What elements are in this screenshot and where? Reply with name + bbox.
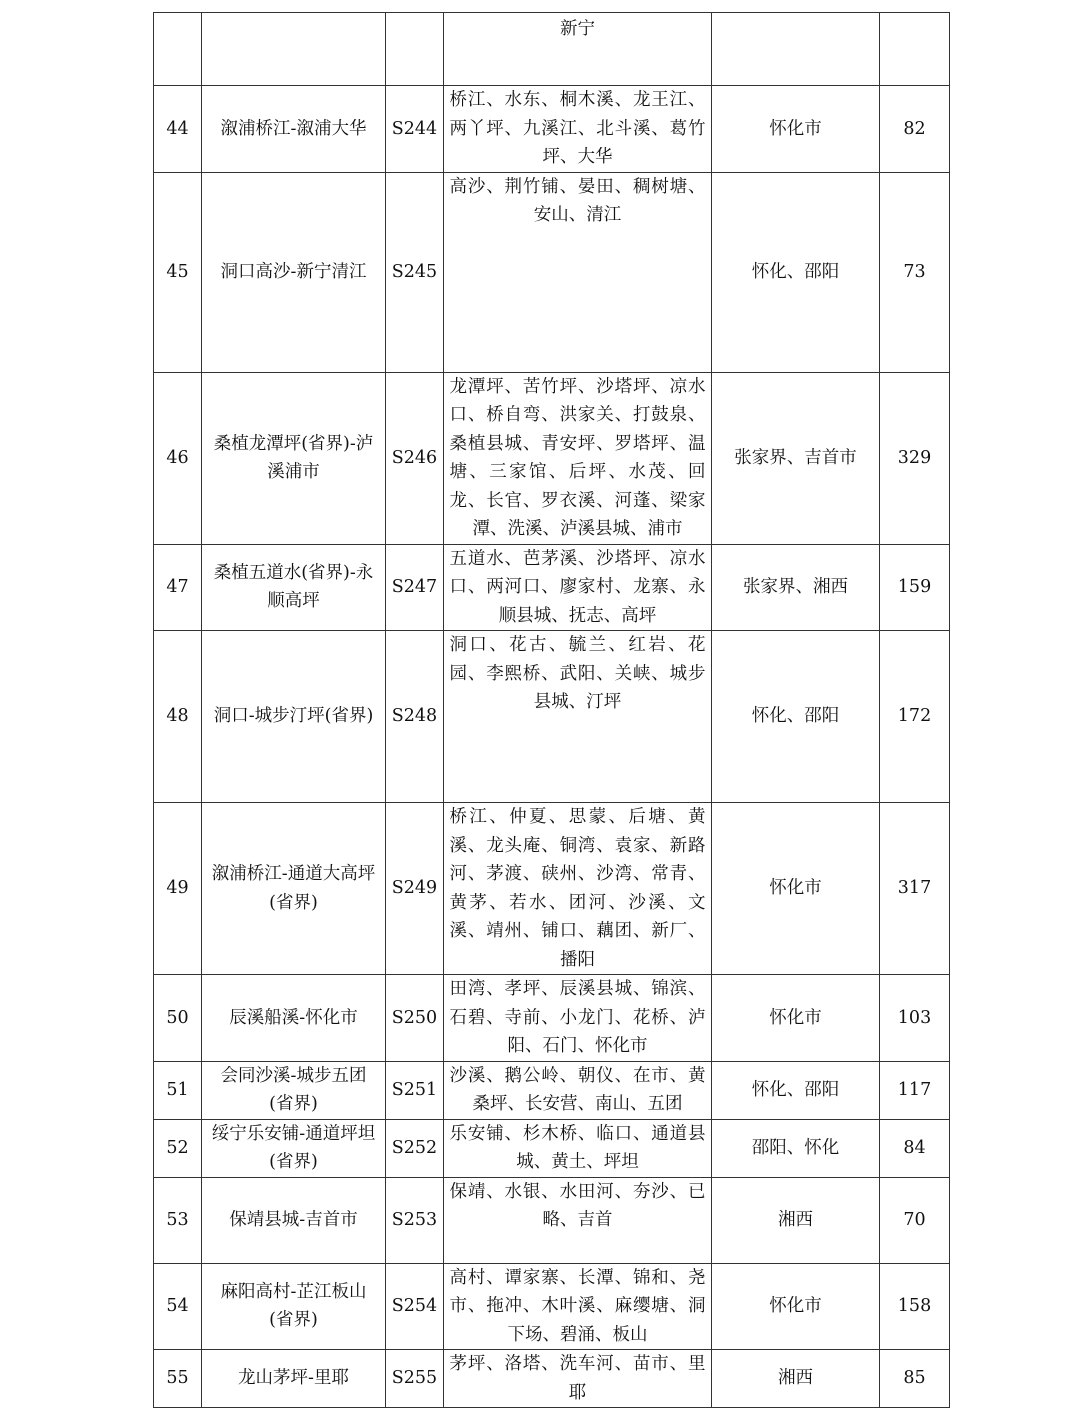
cell-region	[712, 372, 880, 544]
cell-via-text: 龙潭坪、苦竹坪、沙塔坪、凉水口、桥自弯、洪家关、打鼓泉、桑植县城、青安坪、罗塔坪、温塘、三家馆、后坪、水茂、回龙、长官、罗衣溪、河蓬、梁家潭、洗溪、泸溪县城、浦市	[449, 376, 706, 539]
cell-length	[880, 1263, 950, 1350]
cell-length-text: 82	[903, 118, 926, 139]
cell-code	[386, 1119, 444, 1177]
cell-length-text: 70	[903, 1209, 926, 1230]
cell-code-text: S250	[391, 1007, 438, 1028]
cell-via	[444, 372, 712, 544]
cell-no-text: 49	[166, 878, 189, 899]
cell-route	[202, 1177, 386, 1263]
cell-length-text: 73	[903, 261, 926, 282]
cell-region-text: 怀化、邵阳	[751, 261, 840, 282]
cell-route	[202, 803, 386, 975]
cell-code	[386, 86, 444, 173]
cell-length-text: 159	[897, 577, 932, 597]
cell-code	[386, 1263, 444, 1350]
cell-code-text: S249	[391, 878, 438, 899]
cell-region-text: 张家界、吉首市	[734, 447, 857, 468]
cell-route	[202, 1119, 386, 1177]
cell-no-text: 47	[166, 577, 189, 597]
cell-route-text: 会同沙溪-城步五团(省界)	[220, 1065, 367, 1114]
table-row-continuation	[154, 13, 950, 86]
cell-no-text: 52	[166, 1137, 189, 1158]
cell-region-text: 张家界、湘西	[743, 577, 848, 597]
cell-via	[444, 631, 712, 803]
cell-no-text: 51	[166, 1079, 189, 1100]
cell-length-text: 117	[897, 1079, 932, 1100]
cell-code-text: S251	[391, 1079, 438, 1100]
cell-code-text: S253	[391, 1209, 438, 1230]
cell-route-text: 洞口-城步汀坪(省界)	[213, 706, 374, 727]
cell-region-text: 湘西	[778, 1368, 813, 1389]
cell-code-text: S252	[391, 1137, 438, 1158]
cell-region	[712, 803, 880, 975]
cell-code	[386, 975, 444, 1062]
cell-no-text: 53	[166, 1209, 189, 1230]
cell-route	[202, 372, 386, 544]
cell-route	[202, 1350, 386, 1408]
cell-via	[444, 803, 712, 975]
cell-via-text: 乐安铺、杉木桥、临口、通道县城、黄土、坪坦	[449, 1123, 706, 1172]
cell-no	[154, 1263, 202, 1350]
table-row	[154, 1119, 950, 1177]
table-row	[154, 1061, 950, 1119]
cell-via-text: 保靖、水银、水田河、夯沙、已略、吉首	[449, 1181, 706, 1230]
cell-length-text: 329	[897, 447, 932, 468]
cell-no-text: 45	[166, 261, 189, 282]
cell-route-text: 绥宁乐安铺-通道坪坦(省界)	[211, 1123, 376, 1172]
cell-route-text: 龙山茅坪-里耶	[238, 1368, 349, 1389]
cell-no-text: 54	[166, 1296, 189, 1316]
table-row	[154, 803, 950, 975]
cell-no	[154, 86, 202, 173]
cell-code	[386, 172, 444, 372]
cell-length-text: 103	[897, 1007, 932, 1028]
cell-via	[444, 544, 712, 631]
cell-no	[154, 975, 202, 1062]
cell-code	[386, 544, 444, 631]
cell-region-text: 怀化市	[769, 1007, 822, 1028]
cell-route	[202, 1061, 386, 1119]
cell-via: 新宁	[444, 13, 712, 86]
cell-route	[202, 86, 386, 173]
cell-region-text: 怀化市	[769, 1296, 822, 1316]
cell-region	[712, 1119, 880, 1177]
road-table-body	[154, 13, 950, 1408]
cell-via-text: 高沙、荆竹铺、晏田、稠树塘、安山、清江	[449, 176, 706, 225]
cell-region	[712, 172, 880, 372]
cell-length-text: 158	[897, 1296, 932, 1316]
cell-length-text: 317	[897, 878, 932, 899]
cell-code	[386, 13, 444, 86]
table-row	[154, 86, 950, 173]
cell-via-text: 洞口、花古、毓兰、红岩、花园、李熙桥、武阳、关峡、城步县城、汀坪	[449, 635, 706, 712]
cell-via	[444, 172, 712, 372]
cell-route	[202, 13, 386, 86]
cell-route-text: 洞口高沙-新宁清江	[220, 261, 367, 282]
cell-length	[880, 372, 950, 544]
cell-code	[386, 372, 444, 544]
cell-via-text: 沙溪、鹅公岭、朝仪、在市、黄桑坪、长安营、南山、五团	[449, 1065, 706, 1114]
cell-no	[154, 13, 202, 86]
table-row	[154, 1177, 950, 1263]
cell-length	[880, 1350, 950, 1408]
cell-via-text: 高村、谭家寨、长潭、锦和、尧市、拖冲、木叶溪、麻缨塘、洞下场、碧涌、板山	[449, 1267, 706, 1345]
cell-via-text: 桥江、水东、桐木溪、龙王江、两丫坪、九溪江、北斗溪、葛竹坪、大华	[449, 90, 706, 167]
cell-code	[386, 1350, 444, 1408]
cell-length	[880, 172, 950, 372]
cell-route-text: 溆浦桥江-通道大高坪(省界)	[211, 864, 376, 913]
cell-region-text: 怀化、邵阳	[751, 1079, 840, 1100]
cell-region-text: 邵阳、怀化	[751, 1137, 840, 1158]
cell-length	[880, 13, 950, 86]
table-row	[154, 372, 950, 544]
cell-via	[444, 1263, 712, 1350]
cell-length-text: 85	[903, 1368, 926, 1389]
cell-no	[154, 1350, 202, 1408]
cell-region	[712, 1263, 880, 1350]
table-row	[154, 975, 950, 1062]
cell-code	[386, 1061, 444, 1119]
cell-region-text: 怀化、邵阳	[751, 706, 840, 727]
cell-route	[202, 172, 386, 372]
cell-no-text: 46	[166, 447, 189, 468]
cell-no-text: 44	[166, 118, 189, 139]
cell-length	[880, 1177, 950, 1263]
cell-via	[444, 1177, 712, 1263]
cell-code-text: S247	[391, 577, 438, 597]
cell-region	[712, 1061, 880, 1119]
cell-length	[880, 1061, 950, 1119]
cell-region-text: 怀化市	[769, 118, 822, 139]
cell-code-text: S254	[391, 1296, 438, 1316]
cell-length	[880, 1119, 950, 1177]
cell-route-text: 辰溪船溪-怀化市	[229, 1007, 358, 1028]
cell-length	[880, 86, 950, 173]
cell-length-text: 172	[897, 706, 932, 727]
cell-region-text: 怀化市	[769, 878, 822, 899]
cell-via-text: 桥江、仲夏、思蒙、后塘、黄溪、龙头庵、铜湾、袁家、新路河、茅渡、硖州、沙湾、常青、黄茅、若水、团河、沙溪、文溪、靖州、铺口、藕团、新厂、播阳	[449, 807, 706, 970]
cell-region	[712, 1177, 880, 1263]
cell-route	[202, 631, 386, 803]
table-row	[154, 1350, 950, 1408]
cell-code-text: S246	[391, 447, 438, 468]
cell-via	[444, 86, 712, 173]
cell-route	[202, 544, 386, 631]
cell-route	[202, 975, 386, 1062]
cell-via-text: 五道水、芭茅溪、沙塔坪、凉水口、两河口、廖家村、龙寨、永顺县城、抚志、高坪	[449, 548, 706, 626]
cell-via-text: 茅坪、洛塔、洗车河、苗市、里耶	[449, 1354, 706, 1403]
cell-no	[154, 631, 202, 803]
cell-via-text: 田湾、孝坪、辰溪县城、锦滨、石碧、寺前、小龙门、花桥、泸阳、石门、怀化市	[449, 979, 706, 1056]
table-row	[154, 1263, 950, 1350]
cell-via	[444, 1119, 712, 1177]
cell-code	[386, 631, 444, 803]
cell-via	[444, 1350, 712, 1408]
cell-no	[154, 803, 202, 975]
table-row	[154, 172, 950, 372]
cell-route-text: 溆浦桥江-溆浦大华	[220, 118, 367, 139]
table-row	[154, 631, 950, 803]
cell-code	[386, 803, 444, 975]
cell-length	[880, 631, 950, 803]
cell-no	[154, 172, 202, 372]
cell-no	[154, 372, 202, 544]
cell-length	[880, 544, 950, 631]
cell-code-text: S245	[391, 261, 438, 282]
cell-code-text: S248	[391, 706, 438, 727]
cell-route-text: 麻阳高村-芷江板山(省界)	[220, 1281, 367, 1331]
cell-region	[712, 631, 880, 803]
cell-route-text: 桑植龙潭坪(省界)-泸溪浦市	[213, 433, 374, 482]
cell-length	[880, 803, 950, 975]
cell-region	[712, 544, 880, 631]
cell-no-text: 48	[166, 706, 189, 727]
cell-region	[712, 86, 880, 173]
cell-length-text: 84	[903, 1137, 926, 1158]
cell-code-text: S255	[391, 1368, 438, 1389]
cell-region	[712, 13, 880, 86]
cell-length	[880, 975, 950, 1062]
table-row	[154, 544, 950, 631]
cell-via	[444, 1061, 712, 1119]
cell-route-text: 桑植五道水(省界)-永顺高坪	[213, 562, 374, 612]
cell-no	[154, 1061, 202, 1119]
cell-region	[712, 1350, 880, 1408]
cell-region-text: 湘西	[778, 1209, 813, 1230]
cell-region	[712, 975, 880, 1062]
cell-no	[154, 1177, 202, 1263]
cell-no	[154, 544, 202, 631]
cell-no-text: 55	[166, 1368, 189, 1389]
cell-route	[202, 1263, 386, 1350]
cell-code	[386, 1177, 444, 1263]
cell-via	[444, 975, 712, 1062]
cell-no	[154, 1119, 202, 1177]
cell-route-text: 保靖县城-吉首市	[229, 1209, 358, 1230]
cell-no-text: 50	[166, 1007, 189, 1028]
cell-code-text: S244	[391, 118, 438, 139]
